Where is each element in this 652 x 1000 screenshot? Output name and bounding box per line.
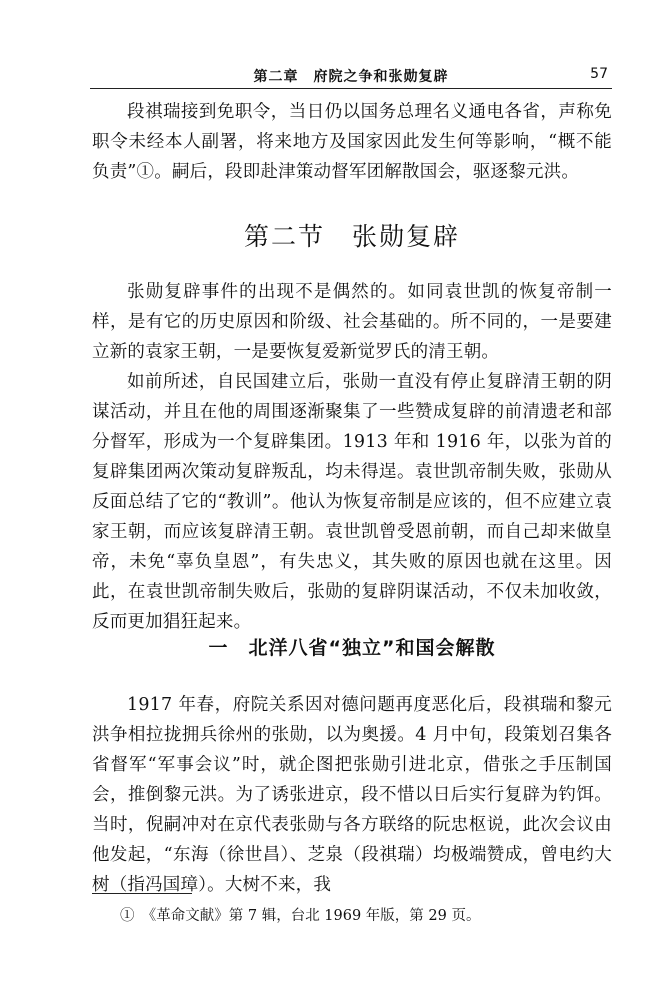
section-heading-block — [92, 217, 612, 253]
paragraph: 如前所述，自民国建立后，张勋一直没有停止复辟清王朝的阴谋活动，并且在他的周围逐渐聚集了一些赞成复辟的前清遗老和部分督军，形成为一个复辟集团。1913 年和 1916 年，以张为首的复辟集团两次策动复辟叛乱，均未得逞。袁世凯帝制失败，张勋从反面总结了它的“教训”。他认为恢复帝制是应该的，但不应建立袁家王朝，而应该复辟清王朝。袁世凯曾受恩前朝，而自己却来做皇帝，未免“辜负皇恩”，有失忠义，其失败的原因也就在这里。因此，在袁世凯帝制失败后，张勋的复辟阴谋活动，不仅未加收敛，反而更加猖狂起来。 — [92, 372, 612, 632]
page-number: 57 — [590, 66, 608, 82]
footnote-rule — [92, 893, 192, 894]
paragraph: 1917 年春，府院关系因对德问题再度恶化后，段祺瑞和黎元洪争相拉拢拥兵徐州的张勋，以为奥援。4 月中旬，段策划召集各省督军“军事会议”时，就企图把张勋引进北京，借张之手压制国会，推倒黎元洪。为了诱张进京，段不惜以日后实行复辟为钓饵。当时，倪嗣冲对在京代表张勋与各方联络的阮忠枢说，此次会议由他发起，“东海（徐世昌）、芝泉（段祺瑞）均极端赞成，曾电约大树（指冯国璋）。大树不来，我 — [92, 695, 612, 895]
paragraph: 张勋复辟事件的出现不是偶然的。如同袁世凯的恢复帝制一样，是有它的历史原因和阶级、社会基础的。所不同的，一是要建立新的袁家王朝，一是要恢复爱新觉罗氏的清王朝。 — [92, 282, 612, 362]
subsection-title: 一 北洋八省“独立”和国会解散 — [208, 637, 496, 659]
text-block-mid — [92, 277, 612, 637]
subsection-heading-block — [92, 633, 612, 660]
text-block-top — [92, 97, 612, 187]
running-header — [90, 62, 612, 89]
text-block-bottom — [92, 690, 612, 900]
section-title: 第二节 张勋复辟 — [243, 222, 460, 251]
paragraph: 段祺瑞接到免职令，当日仍以国务总理名义通电各省，声称免职令未经本人副署，将来地方及国家因此发生何等影响，“概不能负责”①。嗣后，段即赴津策动督军团解散国会，驱逐黎元洪。 — [92, 102, 612, 182]
footnote: ① 《革命文献》第 7 辑，台北 1969 年版，第 29 页。 — [120, 908, 481, 924]
chapter-title: 第二章 府院之争和张勋复辟 — [253, 69, 449, 85]
